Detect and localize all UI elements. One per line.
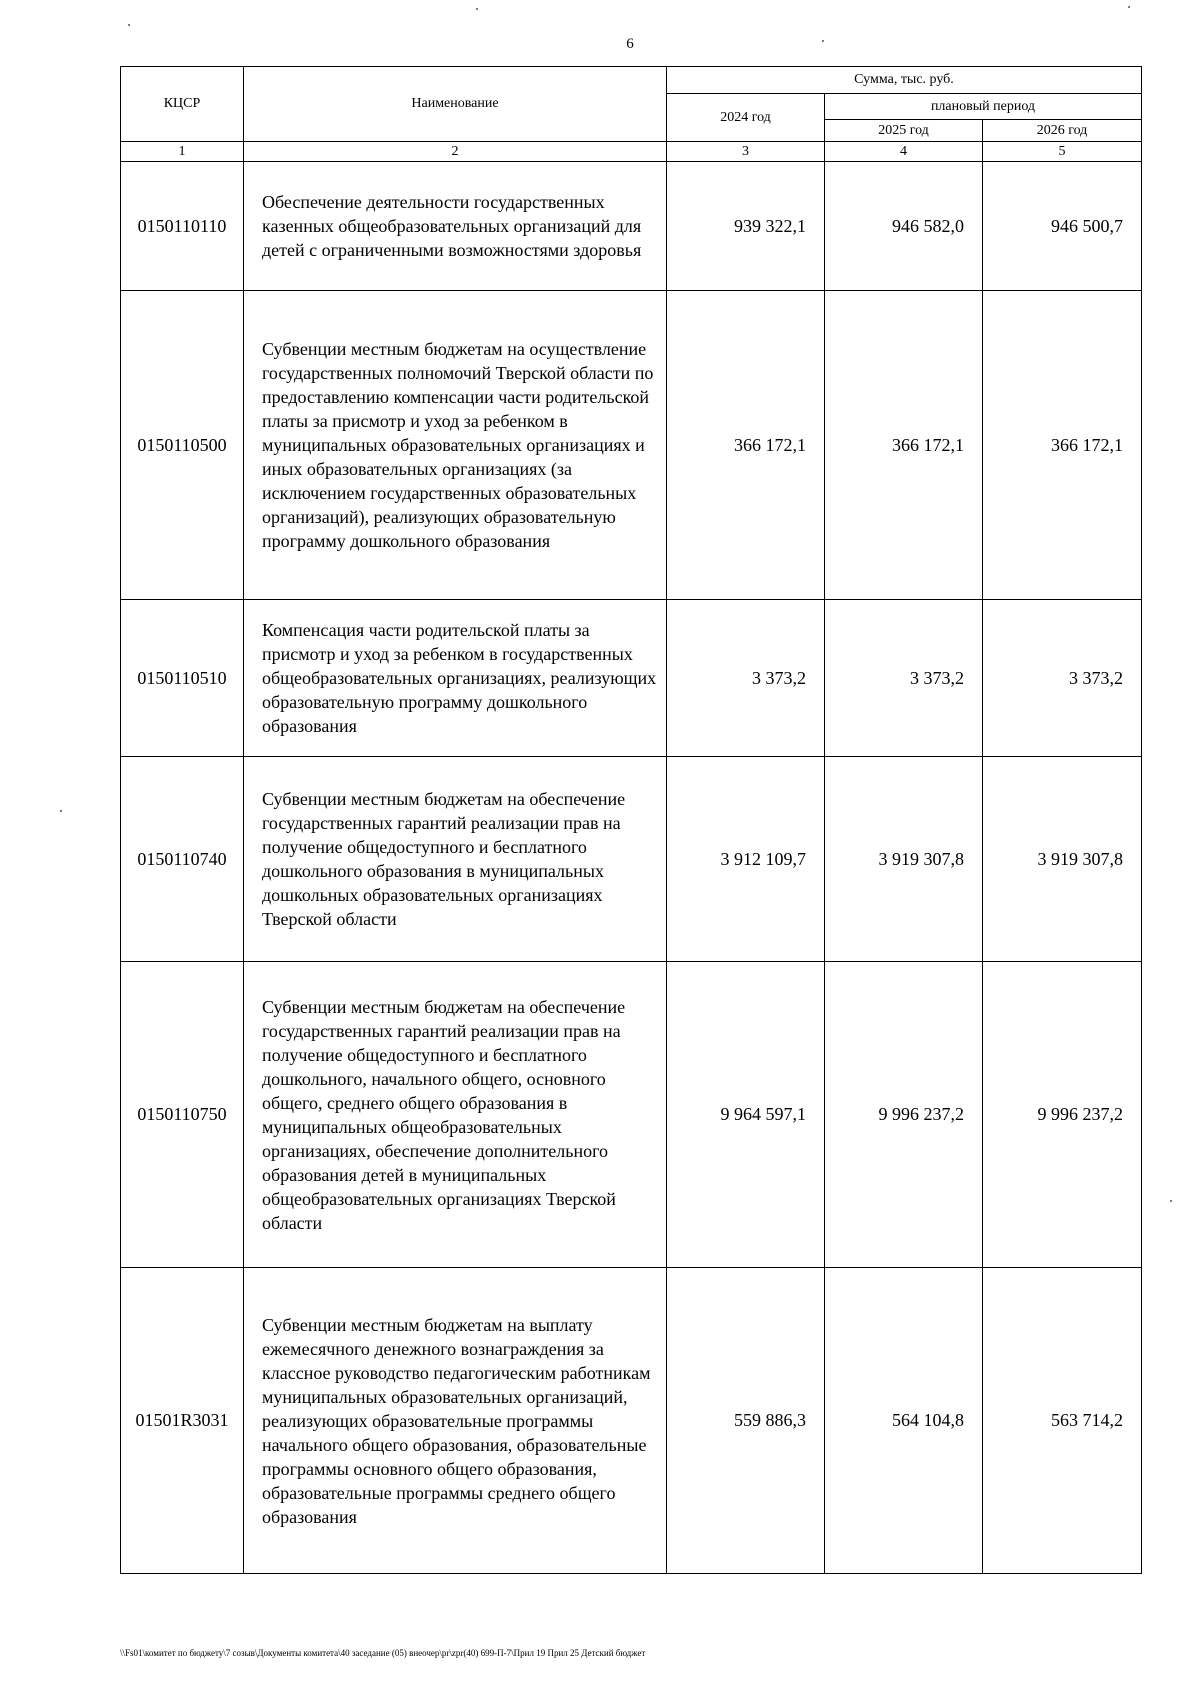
row-amount-2025: 946 582,0 <box>825 162 983 291</box>
scan-speck <box>60 810 62 812</box>
row-name: Обеспечение деятельности государственных казенных общеобразовательных организаций для детей с ограниченными возможностями здоровья <box>244 162 667 291</box>
row-amount-2025: 9 996 237,2 <box>825 962 983 1268</box>
row-name: Субвенции местным бюджетам на обеспечение государственных гарантий реализации прав на получение общедоступного и бесплатного дошкольного образования в муниципальных дошкольных образовательных организациях Тверской области <box>244 757 667 962</box>
row-name: Субвенции местным бюджетам на выплату ежемесячного денежного вознаграждения за классное руководство педагогическим работникам муниципальных образовательных организаций, реализующих образовательные программы начального общего образования, образовательные программы основного общего образования, образовательные программы среднего общего образования <box>244 1268 667 1574</box>
budget-table <box>120 66 1142 1574</box>
table-row <box>121 962 1142 1268</box>
header-code: КЦСР <box>121 67 244 142</box>
header-year-2026: 2026 год <box>983 120 1142 142</box>
column-number: 5 <box>983 142 1142 162</box>
scan-speck <box>822 40 824 42</box>
header-planning-period: плановый период <box>825 94 1142 120</box>
row-code: 0150110500 <box>121 291 244 600</box>
row-amount-2024: 939 322,1 <box>667 162 825 291</box>
row-code: 0150110110 <box>121 162 244 291</box>
row-amount-2024: 559 886,3 <box>667 1268 825 1574</box>
row-code: 0150110750 <box>121 962 244 1268</box>
row-code: 01501R3031 <box>121 1268 244 1574</box>
footer-file-path: \\Fs01\комитет по бюджету\7 созыв\Документы комитета\40 заседание (05) внеочер\pr\zpr(40) 699-П-7\Прил 19 Прил 25 Детский бюджет <box>120 1648 646 1658</box>
page-number: 6 <box>626 36 634 52</box>
column-number: 1 <box>121 142 244 162</box>
scan-speck <box>476 8 478 10</box>
row-amount-2024: 3 912 109,7 <box>667 757 825 962</box>
row-amount-2025: 3 373,2 <box>825 600 983 757</box>
row-amount-2025: 366 172,1 <box>825 291 983 600</box>
header-row-1 <box>121 67 1142 94</box>
row-amount-2026: 563 714,2 <box>983 1268 1142 1574</box>
row-code: 0150110740 <box>121 757 244 962</box>
row-amount-2026: 9 996 237,2 <box>983 962 1142 1268</box>
header-year-2024: 2024 год <box>667 94 825 142</box>
row-amount-2026: 946 500,7 <box>983 162 1142 291</box>
column-number: 2 <box>244 142 667 162</box>
column-number-row <box>121 142 1142 162</box>
row-amount-2025: 564 104,8 <box>825 1268 983 1574</box>
row-amount-2026: 366 172,1 <box>983 291 1142 600</box>
row-amount-2026: 3 919 307,8 <box>983 757 1142 962</box>
scan-speck <box>1128 6 1130 8</box>
row-code: 0150110510 <box>121 600 244 757</box>
row-name: Компенсация части родительской платы за присмотр и уход за ребенком в государственных общеобразовательных организациях, реализующих образовательную программу дошкольного образования <box>244 600 667 757</box>
row-amount-2024: 9 964 597,1 <box>667 962 825 1268</box>
row-amount-2024: 366 172,1 <box>667 291 825 600</box>
row-amount-2025: 3 919 307,8 <box>825 757 983 962</box>
table-row <box>121 1268 1142 1574</box>
header-year-2025: 2025 год <box>825 120 983 142</box>
row-name: Субвенции местным бюджетам на осуществление государственных полномочий Тверской области по предоставлению компенсации части родительской платы за присмотр и уход за ребенком в муниципальных образовательных организациях и иных образовательных организациях (за исключением государственных образовательных организаций), реализующих образовательную программу дошкольного образования <box>244 291 667 600</box>
table-row <box>121 757 1142 962</box>
header-name: Наименование <box>244 67 667 142</box>
header-sum: Сумма, тыс. руб. <box>667 67 1142 94</box>
scan-speck <box>128 24 130 26</box>
table-row <box>121 600 1142 757</box>
scan-speck <box>1170 1200 1172 1202</box>
table-row <box>121 162 1142 291</box>
column-number: 3 <box>667 142 825 162</box>
table-row <box>121 291 1142 600</box>
row-name: Субвенции местным бюджетам на обеспечение государственных гарантий реализации прав на получение общедоступного и бесплатного дошкольного, начального общего, основного общего, среднего общего образования в муниципальных общеобразовательных организациях, обеспечение дополнительного образования детей в муниципальных общеобразовательных организациях Тверской области <box>244 962 667 1268</box>
row-amount-2024: 3 373,2 <box>667 600 825 757</box>
row-amount-2026: 3 373,2 <box>983 600 1142 757</box>
column-number: 4 <box>825 142 983 162</box>
